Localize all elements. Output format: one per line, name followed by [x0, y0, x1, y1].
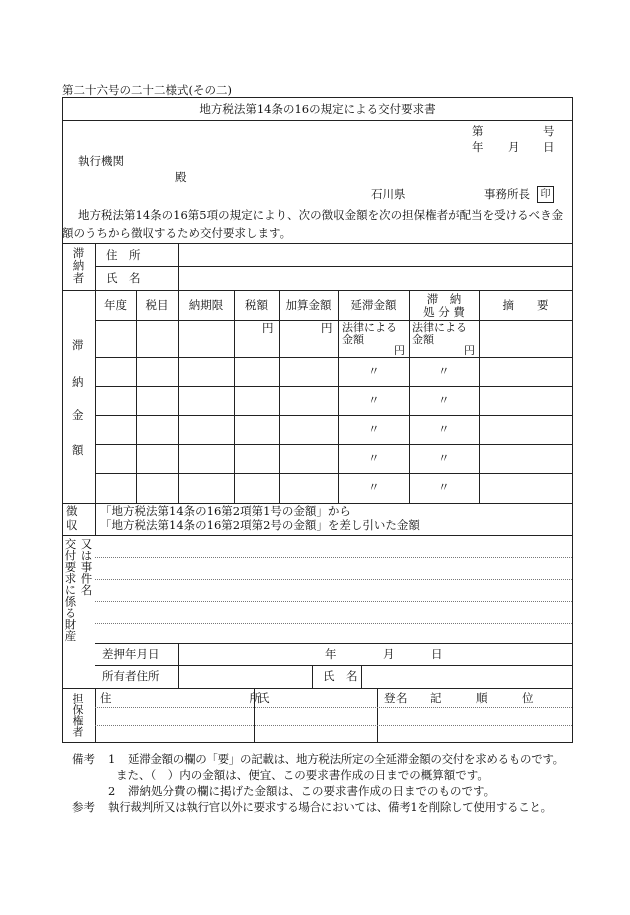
- note-2-text: 滞納処分費の欄に掲げた金額は、この要求書作成の日までのものです。: [128, 784, 496, 798]
- col-header-disposition-fee-1: 滞 納: [426, 292, 462, 306]
- note-1-number: 1: [108, 752, 116, 766]
- ditto-mark: 〃: [368, 451, 380, 465]
- document-title: 地方税法第14条の16の規定による交付要求書: [199, 102, 436, 116]
- number-suffix: 号: [543, 124, 555, 138]
- date-year: 年: [472, 140, 484, 154]
- seizure-month: 月: [383, 647, 395, 661]
- owner-name-label: 氏 名: [323, 669, 358, 683]
- col-header-year: 年度: [104, 298, 127, 312]
- legal-amount-disp-1: 法律による: [412, 321, 467, 334]
- arrears-label-char-2: 納: [72, 375, 84, 389]
- security-name-label: 氏 名: [258, 691, 408, 705]
- security-address-label: 住 所: [100, 691, 261, 705]
- col-header-tax-item: 税目: [145, 298, 169, 312]
- col-header-late-fee: 延滞金額: [350, 298, 397, 312]
- number-prefix: 第: [472, 124, 484, 138]
- arrears-label-char-3: 金: [72, 408, 84, 422]
- intro-line-1: 地方税法第14条の16第5項の規定により、次の徴収金額を次の担保権者が配当を受けるべき金: [78, 208, 564, 222]
- reference-text: 執行裁判所又は執行官以外に要求する場合においては、備考1を削除して使用すること。: [108, 800, 552, 814]
- legal-amount-late-2: 金額: [342, 333, 364, 346]
- ditto-mark: 〃: [368, 393, 380, 407]
- form-number: 第二十六号の二十二様式(その二): [62, 83, 232, 97]
- col-header-tax-amount: 税額: [245, 298, 268, 312]
- yen-unit-late: 円: [394, 344, 405, 357]
- ditto-mark: 〃: [438, 451, 450, 465]
- col-header-due-date: 納期限: [188, 298, 224, 312]
- ditto-mark: 〃: [438, 422, 450, 436]
- taxpayer-address-field[interactable]: [180, 248, 570, 264]
- col-header-disposition-fee-2: 処 分 費: [423, 305, 465, 319]
- seizure-day: 日: [431, 647, 443, 661]
- prefecture-name: 石川県: [371, 187, 406, 201]
- seizure-year: 年: [325, 647, 337, 661]
- ditto-mark: 〃: [368, 422, 380, 436]
- property-sub-label: 又は事件名: [79, 538, 94, 596]
- collection-line-2: 「地方税法第14条の16第2項第2号の金額」を差し引いた金額: [100, 518, 420, 532]
- taxpayer-name-label: 氏 名: [106, 271, 141, 285]
- ditto-mark: 〃: [368, 480, 380, 494]
- note-1-continued: また、（ ）内の金額は、便宜、この要求書作成の日までの概算額です。: [116, 768, 489, 782]
- intro-line-2: 額のうちから徴収するため交付要求します。: [62, 226, 292, 240]
- date-day: 日: [543, 140, 555, 154]
- registration-order-label: 登 記 順 位: [384, 691, 534, 705]
- arrears-label-char-4: 額: [72, 443, 84, 457]
- addressee-honorific: 殿: [175, 170, 187, 184]
- addressee-org: 執行機関: [78, 154, 124, 168]
- seal-box: 印: [537, 186, 554, 203]
- collection-label-bottom: 収: [66, 518, 78, 532]
- seizure-date-label: 差押年月日: [102, 647, 160, 661]
- property-label: 交付要求に係る財産: [63, 538, 78, 642]
- security-holder-label: 担保権者: [71, 693, 84, 737]
- date-month: 月: [508, 140, 520, 154]
- collection-line-1: 「地方税法第14条の16第2項第1号の金額」から: [100, 504, 351, 518]
- taxpayer-label: 滞納者: [71, 247, 86, 285]
- notes-label: 備考: [72, 752, 95, 766]
- legal-amount-late-1: 法律による: [342, 321, 397, 334]
- yen-unit-tax: 円: [262, 321, 274, 335]
- col-header-remarks: 摘 要: [502, 298, 549, 312]
- arrears-label-char-1: 滞: [72, 338, 84, 352]
- ditto-mark: 〃: [438, 480, 450, 494]
- yen-unit-disp: 円: [464, 344, 475, 357]
- taxpayer-name-field[interactable]: [180, 270, 570, 288]
- col-header-surcharge: 加算金額: [285, 298, 332, 312]
- ditto-mark: 〃: [438, 393, 450, 407]
- ditto-mark: 〃: [368, 364, 380, 378]
- collection-label-top: 徴: [66, 504, 78, 518]
- office-head: 事務所長: [484, 187, 530, 201]
- owner-address-label: 所有者住所: [102, 669, 160, 683]
- ditto-mark: 〃: [438, 364, 450, 378]
- yen-unit-surcharge: 円: [321, 321, 333, 335]
- taxpayer-address-label: 住 所: [106, 248, 141, 262]
- legal-amount-disp-2: 金額: [412, 333, 434, 346]
- note-2-number: 2: [108, 784, 116, 798]
- reference-label: 参考: [72, 800, 95, 814]
- note-1-text: 延滞金額の欄の「要」の記載は、地方税法所定の全延滞金額の交付を求めるものです。: [128, 752, 564, 766]
